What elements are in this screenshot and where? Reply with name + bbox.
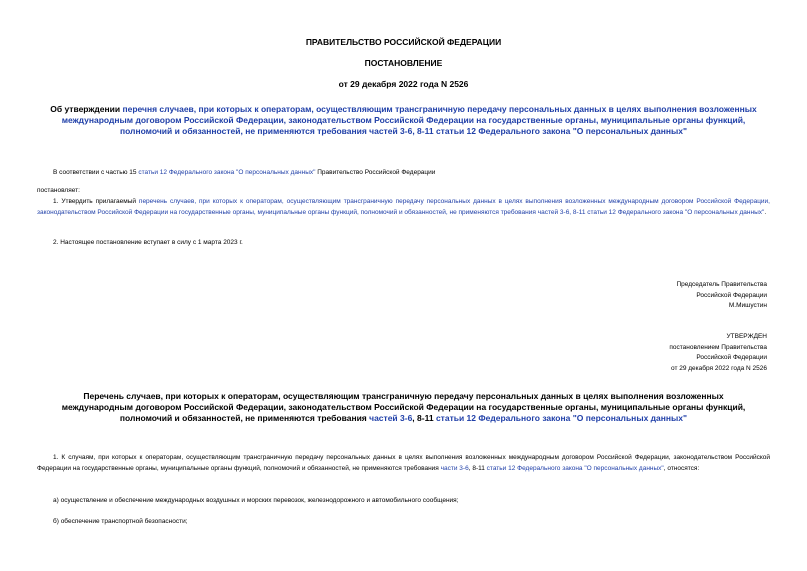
list-item-1-sep: , <box>468 464 473 472</box>
list-item-1-tail: , относятся: <box>663 464 700 472</box>
item-1 <box>37 197 770 218</box>
list-item-1-link-2[interactable]: 8-11 <box>472 464 485 472</box>
date-number-heading: от 29 декабря 2022 года N 2526 <box>338 79 469 89</box>
preamble-link[interactable]: статьи 12 Федерального закона "О персональных данных" <box>138 169 316 176</box>
approved-block <box>669 332 767 374</box>
list-title-link-2[interactable]: 8-11 <box>417 413 434 423</box>
resolves-label: постановляет: <box>37 187 80 194</box>
item-1-text-after: . <box>764 208 767 216</box>
approved-line-4: от 29 декабря 2022 года N 2526 <box>670 364 767 372</box>
list-item-1-text: 1. К случаям, при которых к операторам, осуществляющим трансграничную передачу персональных данных в целях выполнения возложенных международным договором Российской Федерации, законодательством Российской Федерации на государственные органы, муниципальные органы функций, полномочий и обязанностей, не применяются требования <box>37 454 770 472</box>
item-1-text-before: 1. Утвердить прилагаемый <box>53 198 139 205</box>
list-item-1 <box>37 453 770 474</box>
list-item-1-link-1[interactable]: части 3-6 <box>440 464 469 472</box>
title-prefix: Об утверждении <box>50 104 123 114</box>
approved-line-3: Российской Федерации <box>696 354 767 361</box>
approved-line-2: постановлением Правительства <box>669 343 767 351</box>
list-title <box>60 391 747 424</box>
list-title-link-3[interactable]: статьи 12 Федерального закона "О персональных данных" <box>435 413 688 423</box>
resolution-title <box>50 104 757 137</box>
preamble <box>53 168 770 179</box>
sub-item-a: а) осуществление и обеспечение международных воздушных и морских перевозок, железнодорожного и автомобильного сообщения; <box>53 497 459 504</box>
preamble-text-after: Правительство Российской Федерации <box>315 169 436 176</box>
signature-block <box>676 280 767 312</box>
doc-type-heading: ПОСТАНОВЛЕНИЕ <box>364 58 443 68</box>
signature-line-1: Председатель Правительства <box>676 281 767 288</box>
government-heading: ПРАВИТЕЛЬСТВО РОССИЙСКОЙ ФЕДЕРАЦИИ <box>305 37 502 47</box>
list-title-sep: , <box>412 413 418 423</box>
list-item-1-link-3[interactable]: статьи 12 Федерального закона "О персональных данных" <box>486 464 664 472</box>
signature-line-2: Российской Федерации <box>696 291 767 299</box>
sub-item-b: б) обеспечение транспортной безопасности; <box>53 518 188 525</box>
item-2: 2. Настоящее постановление вступает в силу с 1 марта 2023 г. <box>53 239 243 246</box>
item-1-link[interactable]: перечень случаев, при которых к операторам, осуществляющим трансграничную передачу персональных данных в целях выполнения возложенных международным договором Российской Федерации, законодательством Российской Федерации на государственные органы, муниципальные органы функций, полномочий и обязанностей, не применяются требования частей 3-6, 8-11 статьи 12 Федерального закона "О персональных данных" <box>37 198 770 216</box>
signature-line-3: М.Мишустин <box>728 302 767 309</box>
list-title-link-1[interactable]: частей 3-6 <box>369 413 413 423</box>
title-link[interactable]: перечня случаев, при которых к операторам, осуществляющим трансграничную передачу персональных данных в целях выполнения возложенных международным договором Российской Федерации, законодательством Российской Федерации на государственные органы, муниципальные органы функций, полномочий и обязанностей, не применяются требования частей 3-6, 8-11 статьи 12 Федерального закона "О персональных данных" <box>61 104 757 136</box>
preamble-text-before: В соответствии с частью 15 <box>53 169 139 176</box>
approved-line-1: УТВЕРЖДЕН <box>726 333 767 340</box>
list-title-text: Перечень случаев, при которых к операторам, осуществляющим трансграничную передачу персональных данных в целях выполнения возложенных международным договором Российской Федерации, законодательством Российской Федерации на государственные органы, муниципальные органы функций, полномочий и обязанностей, не применяются требования <box>61 391 746 423</box>
